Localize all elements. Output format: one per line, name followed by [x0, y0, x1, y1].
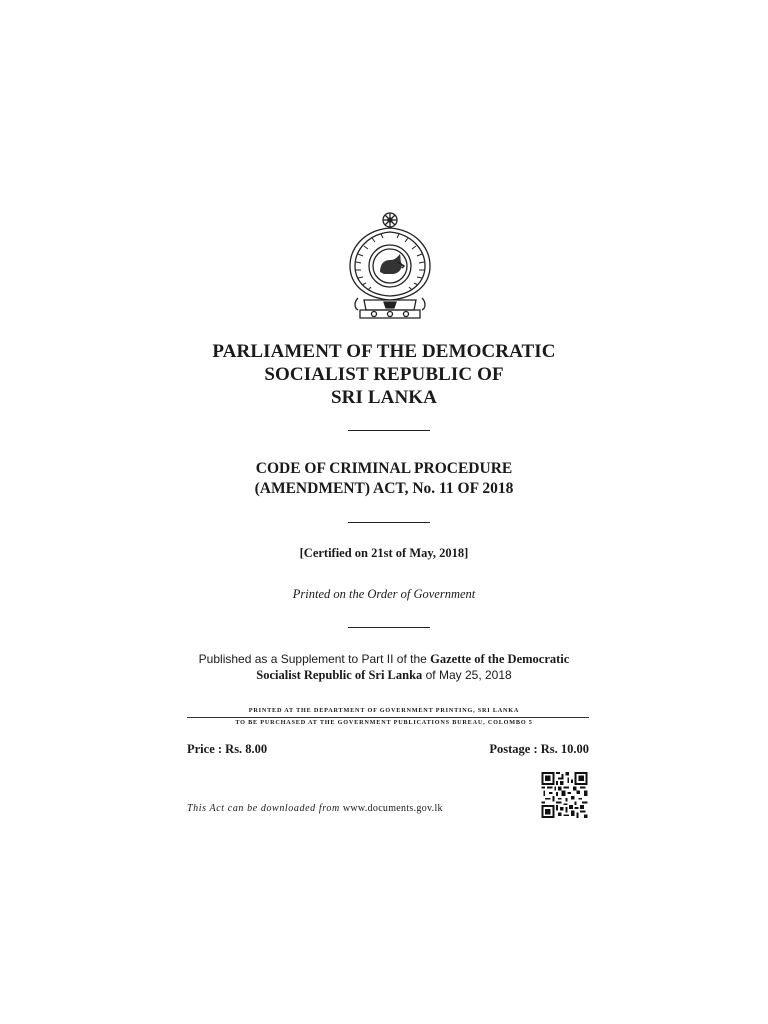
printer-line: PRINTED AT THE DEPARTMENT OF GOVERNMENT PRINTING, SRI LANKA: [248, 707, 520, 714]
divider-3: [348, 627, 430, 628]
act-title-line-1: CODE OF CRIMINAL PROCEDURE: [255, 460, 513, 477]
act-title-line-2: (AMENDMENT) ACT, No. 11 OF 2018: [254, 480, 514, 497]
parliament-title: [0, 340, 768, 409]
sri-lanka-national-emblem-icon: [344, 210, 436, 322]
published-suffix: of May 25, 2018: [422, 668, 512, 682]
divider-2: [348, 522, 430, 523]
title-line-1: PARLIAMENT OF THE DEMOCRATIC: [212, 341, 556, 362]
download-note: [187, 803, 443, 814]
gazette-name-line-1: Gazette of the Democratic: [430, 652, 570, 666]
download-text: This Act can be downloaded from: [187, 803, 343, 814]
footer-rule: [187, 717, 589, 718]
price-label: Price : Rs. 8.00: [187, 742, 268, 756]
bureau-line: TO BE PURCHASED AT THE GOVERNMENT PUBLICATIONS BUREAU, COLOMBO 5: [235, 719, 533, 726]
qr-code-icon: [540, 772, 589, 818]
download-url[interactable]: www.documents.gov.lk: [342, 803, 443, 814]
title-line-2: SOCIALIST REPUBLIC OF: [264, 364, 504, 385]
postage-label: Postage : Rs. 10.00: [489, 742, 589, 756]
title-line-3: SRI LANKA: [331, 387, 437, 408]
published-prefix: Published as a Supplement to Part II of the: [198, 652, 431, 666]
printed-order-line: Printed on the Order of Government: [292, 587, 476, 601]
gazette-supplement-note: [0, 651, 768, 683]
act-title: [0, 459, 768, 499]
divider-1: [348, 430, 430, 431]
gazette-name-line-2: Socialist Republic of Sri Lanka: [256, 668, 423, 682]
certified-date: [Certified on 21st of May, 2018]: [299, 546, 469, 560]
